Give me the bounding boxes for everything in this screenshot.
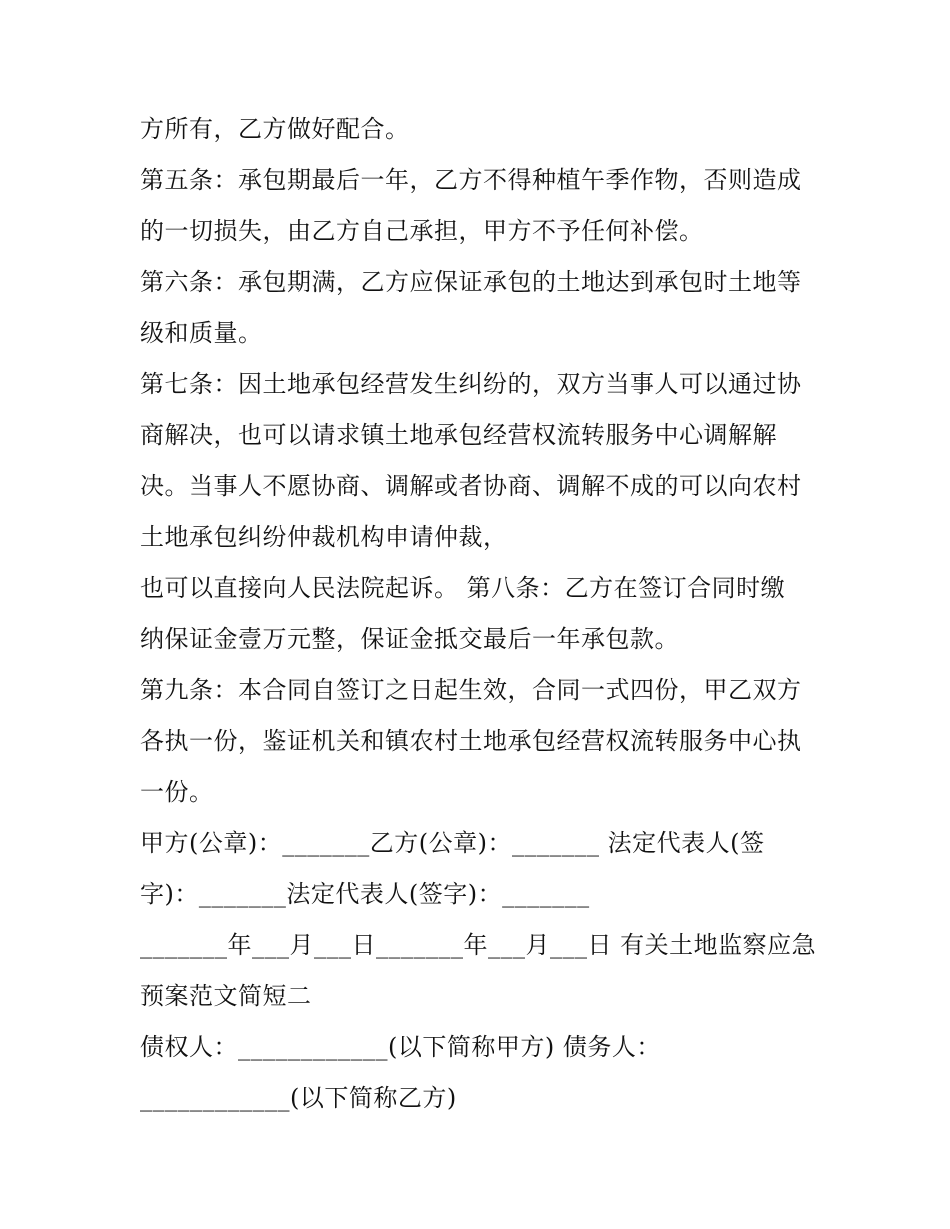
text-line: 方所有，乙方做好配合。 (140, 115, 410, 143)
party-line: ____________(以下简称乙方) (140, 1084, 457, 1112)
text-line: 一份。 (140, 778, 214, 806)
text-line: 决。当事人不愿协商、调解或者协商、调解不成的可以向农村 (140, 472, 802, 500)
text-line: 纳保证金壹万元整，保证金抵交最后一年承包款。 (140, 625, 679, 653)
text-line: 第九条：本合同自签订之日起生效，合同一式四份，甲乙双方 (140, 676, 802, 704)
section-title: 预案范文简短二 (140, 982, 312, 1010)
text-line: 也可以直接向人民法院起诉。 第八条：乙方在签订合同时缴 (140, 574, 786, 602)
text-line: 各执一份，鉴证机关和镇农村土地承包经营权流转服务中心执 (140, 727, 802, 755)
text-line: 土地承包纠纷仲裁机构申请仲裁， (140, 523, 508, 551)
party-line: 债权人：____________(以下简称甲方) 债务人： (140, 1033, 661, 1061)
date-line: _______年___月___日_______年___月___日 有关土地监察应急 (140, 931, 817, 959)
text-line: 级和质量。 (140, 319, 263, 347)
text-line: 的一切损失，由乙方自己承担，甲方不予任何补偿。 (140, 217, 704, 245)
text-line: 第五条：承包期最后一年，乙方不得种植午季作物，否则造成 (140, 166, 802, 194)
text-line: 第六条：承包期满，乙方应保证承包的土地达到承包时土地等 (140, 268, 802, 296)
signature-line: 字)：_______法定代表人(签字)：_______ (140, 880, 590, 908)
document-body (140, 104, 820, 1124)
text-line: 商解决，也可以请求镇土地承包经营权流转服务中心调解解 (140, 421, 777, 449)
signature-line: 甲方(公章)：_______乙方(公章)：_______ 法定代表人(签 (140, 829, 765, 857)
text-line: 第七条：因土地承包经营发生纠纷的，双方当事人可以通过协 (140, 370, 802, 398)
